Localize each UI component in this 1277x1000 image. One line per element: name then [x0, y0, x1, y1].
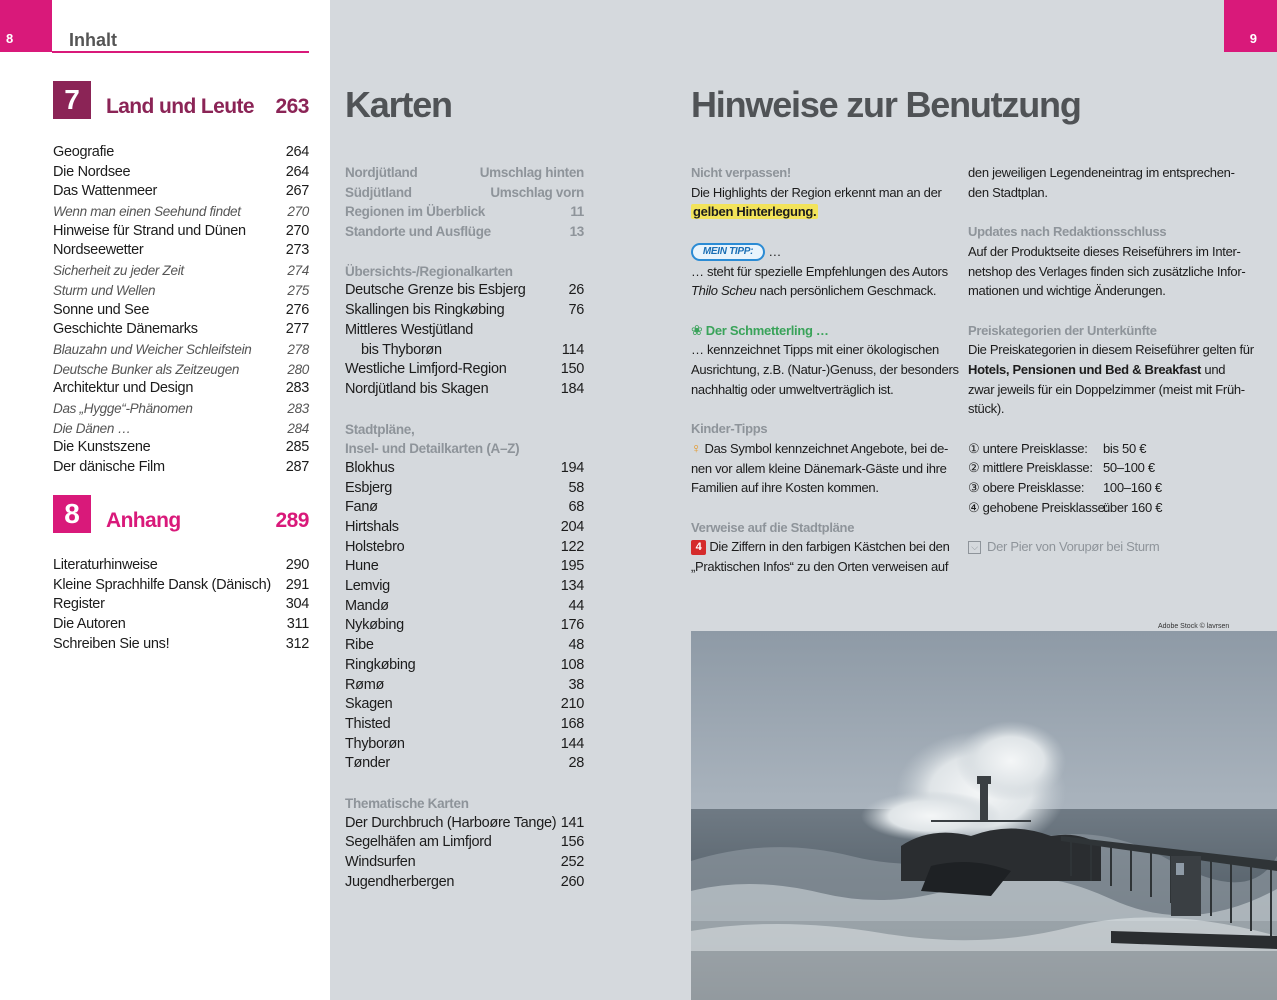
author-name: Thilo Scheu [691, 283, 757, 299]
info-text: nen vor allem kleine Dänemark-Gäste und ihre [691, 460, 947, 476]
storm-pier-image [691, 631, 1277, 1000]
toc-entry-title: Das Wattenmeer [53, 183, 158, 200]
chapter-heading[interactable] [53, 81, 309, 119]
toc-entry-page: 275 [287, 282, 309, 298]
usage-column-1 [691, 163, 959, 596]
map-page: 44 [568, 597, 584, 614]
map-entry[interactable] [345, 735, 584, 755]
map-entry[interactable] [345, 498, 584, 518]
toc-entry-title: Hinweise für Strand und Dünen [53, 222, 246, 239]
page-number-tab-left: 8 [0, 0, 52, 52]
toc-entry-page: 285 [285, 439, 309, 456]
maps-section [345, 262, 584, 400]
toc-entry[interactable] [53, 438, 309, 458]
toc-entry-page: 273 [285, 242, 309, 259]
price-category-row [968, 458, 1228, 478]
info-head: Der Schmetterling … [705, 322, 829, 338]
map-name: Hirtshals [345, 519, 399, 535]
info-schmetterling [691, 321, 959, 400]
map-name: Segelhäfen am Limfjord [345, 834, 492, 851]
map-page: 38 [568, 676, 584, 693]
map-name: Lemvig [345, 578, 390, 595]
info-text: Ausrichtung, z.B. (Natur-)Genuss, der besonders [691, 362, 959, 377]
chapter-heading[interactable] [53, 495, 309, 533]
toc-entry-page: 304 [285, 596, 309, 613]
price-label: ③ obere Preisklasse: [968, 480, 1085, 496]
toc-entry[interactable] [53, 163, 309, 183]
toc-entry-title: Sicherheit zu jeder Zeit [53, 263, 184, 279]
toc-entry-page: 278 [287, 341, 309, 357]
toc-entry-page: 264 [285, 163, 309, 180]
map-page: 76 [568, 302, 584, 319]
chapter-page: 263 [275, 95, 309, 118]
toc-entry-title: Das „Hygge“-Phänomen [53, 400, 193, 416]
map-entry[interactable] [345, 636, 584, 656]
map-entry[interactable] [345, 695, 584, 715]
map-page: 134 [560, 578, 584, 595]
map-name: Standorte und Ausflüge [345, 224, 491, 240]
map-name: Regionen im Überblick [345, 204, 485, 220]
maps-section-head: Thematische Karten [345, 795, 469, 811]
price-label: ④ gehobene Preisklasse: [968, 499, 1108, 515]
toc-entry-title: Die Autoren [53, 616, 126, 633]
photo-caption [968, 537, 1228, 557]
info-verweise [691, 518, 950, 577]
toc-entry-title: Die Dänen … [53, 420, 131, 436]
info-mein-tipp [691, 242, 948, 301]
toc-entry[interactable] [53, 458, 309, 478]
map-page: 28 [568, 755, 584, 772]
info-text: … kennzeichnet Tipps mit einer ökologischen [691, 342, 939, 358]
map-name: Jugendherbergen [345, 873, 455, 890]
map-entry[interactable] [345, 202, 584, 222]
info-updates [968, 222, 1246, 301]
toc-entry-page: 283 [285, 380, 309, 397]
toc-entry-page: 274 [287, 263, 309, 279]
map-entry[interactable] [345, 597, 584, 617]
map-entry[interactable] [345, 676, 584, 696]
header-rule [52, 51, 309, 53]
toc-subentry[interactable] [53, 202, 309, 222]
toc-entry-title: Die Nordsee [53, 163, 131, 180]
map-name: Fanø [345, 499, 378, 516]
info-text: „Praktischen Infos“ zu den Orten verweisen auf [691, 559, 949, 574]
map-page: 260 [560, 873, 584, 890]
price-category-row [968, 478, 1228, 498]
map-page: 204 [560, 519, 584, 535]
map-name: Hune [345, 558, 379, 575]
toc-entry-title: Geografie [53, 144, 114, 160]
info-head: Preiskategorien der Unterkünfte [968, 322, 1157, 338]
map-page: 252 [560, 854, 584, 870]
map-name: Nordjütland bis Skagen [345, 380, 489, 397]
maps-section-head: Stadtpläne, [345, 421, 415, 437]
toc-entry-title: Register [53, 596, 105, 613]
map-name: Nordjütland [345, 165, 418, 180]
toc-entry[interactable] [53, 222, 309, 242]
price-label: ② mittlere Preisklasse: [968, 460, 1093, 476]
toc-entry-title: Blauzahn und Weicher Schleifstein [53, 341, 252, 357]
map-name: Ribe [345, 637, 374, 654]
info-text: mationen und wichtige Änderungen. [968, 283, 1166, 299]
caption-text: Der Pier von Vorupør bei Sturm [987, 539, 1160, 555]
map-entry[interactable] [345, 814, 584, 834]
toc-list [53, 143, 309, 478]
price-category-row [968, 439, 1228, 459]
toc-entry-page: 280 [287, 361, 309, 377]
child-icon: ♀ [691, 439, 702, 456]
maps-section [345, 163, 584, 242]
toc-entry-title: Architektur und Design [53, 380, 194, 397]
map-name: Mittleres Westjütland [345, 321, 474, 338]
map-entry[interactable] [345, 380, 584, 400]
map-page: 210 [560, 696, 584, 713]
map-name: Deutsche Grenze bis Esbjerg [345, 282, 526, 299]
toc-subentry[interactable] [53, 281, 309, 301]
photo-credit: Adobe Stock © lavrsen [1158, 623, 1230, 630]
info-head: Kinder-Tipps [691, 421, 768, 437]
map-page: 114 [561, 341, 584, 358]
info-kinder [691, 419, 949, 498]
toc-entry-page: 264 [285, 144, 309, 160]
map-entry[interactable] [345, 853, 584, 873]
map-number-box: 4 [691, 540, 706, 555]
toc-entry-title: Sturm und Wellen [53, 282, 156, 298]
info-preise [968, 321, 1254, 420]
map-name: Rømø [345, 676, 385, 693]
toc-subentry[interactable] [53, 340, 309, 360]
toc-entry-page: 270 [287, 204, 309, 220]
info-nicht-verpassen [691, 163, 942, 222]
info-text [691, 439, 949, 459]
toc-entry[interactable] [53, 241, 309, 261]
price-category-row [968, 498, 1228, 518]
map-page: 122 [560, 538, 584, 555]
toc-entry-title: Literaturhinweise [53, 557, 158, 573]
toc-entry-page: 290 [285, 557, 309, 573]
toc-entry-page: 284 [287, 420, 309, 436]
toc-entry-page: 276 [285, 301, 309, 318]
toc-header: Inhalt [69, 30, 117, 50]
chapter-title: Anhang [106, 509, 181, 532]
price-value: 100–160 € [1103, 480, 1162, 496]
toc-entry-title: Die Kunstszene [53, 439, 151, 456]
map-name: Esbjerg [345, 479, 393, 496]
toc-entry[interactable] [53, 615, 309, 635]
map-name: Südjütland [345, 184, 412, 200]
map-entry[interactable] [345, 341, 584, 361]
map-entry[interactable] [345, 656, 584, 676]
toc-entry[interactable] [53, 182, 309, 202]
toc-subentry[interactable] [53, 261, 309, 281]
toc-entry[interactable] [53, 301, 309, 321]
toc-entry-page: 291 [285, 576, 309, 593]
toc-entry-title: Deutsche Bunker als Zeitzeugen [53, 361, 240, 377]
map-page: 176 [560, 617, 584, 634]
map-page: 58 [568, 479, 584, 496]
toc-entry[interactable] [53, 320, 309, 340]
map-entry[interactable] [345, 538, 584, 558]
map-name: Nykøbing [345, 617, 404, 634]
map-entry[interactable] [345, 321, 584, 341]
map-entry[interactable] [345, 873, 584, 893]
maps-list [345, 163, 584, 912]
maps-section [345, 794, 584, 892]
info-text: den jeweiligen Legendeneintrag im entsprechen- [968, 165, 1235, 180]
info-text [968, 360, 1228, 380]
chapter-title: Land und Leute [106, 95, 254, 118]
map-page: 11 [570, 204, 584, 220]
map-name: Blokhus [345, 459, 395, 476]
toc-entry-page: 277 [285, 321, 309, 338]
toc-entry[interactable] [53, 635, 309, 655]
toc-subentry[interactable] [53, 419, 309, 439]
toc-entry-title: Wenn man einen Seehund findet [53, 204, 241, 220]
map-page: 26 [568, 282, 584, 299]
toc-entry-page: 283 [287, 400, 309, 416]
map-entry[interactable] [345, 183, 584, 203]
info-text: zwar jeweils für ein Doppelzimmer (meist mit Früh- [968, 381, 1245, 397]
map-page: 141 [560, 814, 584, 831]
toc-entry-title: Schreiben Sie uns! [53, 635, 170, 652]
map-name: Der Durchbruch (Harboøre Tange) [345, 814, 557, 831]
map-page: 144 [560, 735, 584, 752]
usage-heading: Hinweise zur Benutzung [691, 84, 1081, 125]
info-head: Updates nach Redaktionsschluss [968, 224, 1167, 240]
map-page: 168 [560, 715, 584, 732]
info-text: den Stadtplan. [968, 184, 1048, 200]
chapter-page: 289 [275, 509, 309, 532]
info-head: Verweise auf die Stadtpläne [691, 519, 855, 535]
toc-subentry[interactable] [53, 399, 309, 419]
map-entry[interactable] [345, 715, 584, 735]
map-name: Windsurfen [345, 854, 416, 870]
toc-entry[interactable] [53, 576, 309, 596]
map-entry[interactable] [345, 163, 584, 183]
price-value: bis 50 € [1103, 440, 1147, 456]
info-text-line: Die Ziffern in den farbigen Kästchen bei den [709, 539, 950, 555]
info-text: Auf der Produktseite dieses Reiseführers im Inter- [968, 243, 1241, 259]
toc-entry[interactable] [53, 143, 309, 163]
map-page: Umschlag vorn [490, 184, 584, 200]
map-entry[interactable] [345, 833, 584, 853]
price-label: ① untere Preisklasse: [968, 440, 1088, 456]
toc-entry[interactable] [53, 379, 309, 399]
mein-tipp-badge: MEIN TIPP: [691, 243, 765, 261]
toc-entry-page: 287 [285, 459, 309, 475]
info-text: Familien auf ihre Kosten kommen. [691, 480, 879, 496]
map-name: Ringkøbing [345, 656, 416, 673]
info-text [691, 537, 950, 557]
maps-section-head: Insel- und Detailkarten (A–Z) [345, 441, 520, 457]
map-page: 195 [560, 558, 584, 575]
info-text: stück). [968, 401, 1005, 417]
maps-heading: Karten [345, 84, 452, 125]
map-name: Skagen [345, 696, 393, 713]
info-text: Die Highlights der Region erkennt man an der [691, 184, 942, 200]
info-text: nachhaltig oder umweltverträglich ist. [691, 381, 894, 397]
map-entry[interactable] [345, 281, 584, 301]
map-entry[interactable] [345, 754, 584, 774]
toc-subentry[interactable] [53, 360, 309, 380]
map-entry[interactable] [345, 360, 584, 380]
dots: … [768, 243, 782, 259]
map-name: bis Thyborøn [361, 341, 442, 358]
storm-pier-photo [691, 631, 1277, 1000]
map-entry[interactable] [345, 479, 584, 499]
map-name: Skallingen bis Ringkøbing [345, 302, 505, 319]
chapter-number-box: 7 [53, 81, 91, 119]
map-entry[interactable] [345, 616, 584, 636]
map-page: 150 [560, 361, 584, 378]
maps-section-head: Übersichts-/Regionalkarten [345, 263, 513, 279]
toc-entry-title: Sonne und See [53, 301, 150, 318]
map-name: Mandø [345, 597, 389, 614]
toc-entry-title: Der dänische Film [53, 459, 165, 475]
price-value: 50–100 € [1103, 460, 1155, 476]
map-name: Holstebro [345, 538, 405, 555]
map-page: 194 [560, 459, 584, 476]
map-entry[interactable] [345, 459, 584, 479]
map-name: Westliche Limfjord-Region [345, 361, 507, 378]
bold-text: Hotels, Pensionen und Bed & Breakfast [968, 362, 1202, 377]
toc-entry[interactable] [53, 556, 309, 576]
toc-entry-page: 311 [286, 616, 309, 633]
chevron-down-icon: ⌵ [968, 541, 981, 554]
map-page: 156 [560, 834, 584, 851]
map-entry[interactable] [345, 222, 584, 242]
toc-entry-title: Nordseewetter [53, 242, 144, 259]
toc-entry[interactable] [53, 595, 309, 615]
price-value: über 160 € [1103, 499, 1163, 515]
toc-entry-title: Geschichte Dänemarks [53, 321, 198, 338]
info-text-tail: und [1204, 362, 1226, 377]
map-entry[interactable] [345, 518, 584, 538]
map-name: Tønder [345, 755, 390, 772]
butterfly-icon: ❀ [691, 321, 703, 338]
info-text: Die Preiskategorien in diesem Reiseführer gelten für [968, 342, 1254, 358]
info-text: netshop des Verlages finden sich zusätzliche Infor- [968, 263, 1246, 279]
map-entry[interactable] [345, 301, 584, 321]
map-page: 108 [560, 656, 584, 673]
toc-entry-page: 270 [285, 222, 309, 239]
price-list [968, 439, 1228, 518]
map-page: 48 [568, 637, 584, 654]
info-intro [968, 163, 1235, 202]
map-page: 68 [568, 499, 584, 516]
toc-entry-page: 267 [285, 183, 309, 200]
map-entry[interactable] [345, 577, 584, 597]
map-name: Thisted [345, 715, 391, 732]
usage-column-2 [968, 163, 1254, 557]
info-text: … steht für spezielle Empfehlungen des Autors [691, 263, 948, 279]
info-text-line: Das Symbol kennzeichnet Angebote, bei de- [704, 440, 949, 456]
map-entry[interactable] [345, 557, 584, 577]
toc-list [53, 556, 309, 654]
highlight-sample: gelben Hinterlegung. [693, 204, 817, 220]
maps-section [345, 420, 584, 774]
info-head: Nicht verpassen! [691, 165, 791, 180]
map-page: Umschlag hinten [479, 165, 584, 180]
toc-entry-page: 312 [285, 635, 309, 652]
toc-entry-title: Kleine Sprachhilfe Dansk (Dänisch) [53, 576, 271, 593]
map-page: 13 [569, 224, 584, 240]
info-text [691, 281, 936, 301]
map-name: Thyborøn [345, 735, 405, 752]
info-text-tail: nach persönlichem Geschmack. [759, 283, 937, 299]
map-page: 184 [560, 380, 584, 397]
page-number-tab-right: 9 [1224, 0, 1277, 52]
chapter-number-box: 8 [53, 495, 91, 533]
